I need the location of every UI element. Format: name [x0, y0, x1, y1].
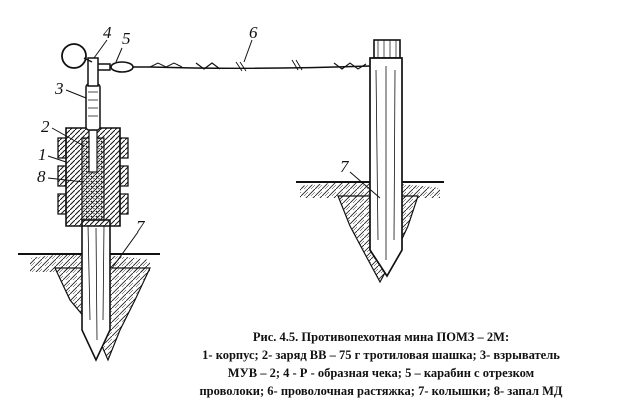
label-stake-left: 7 — [136, 217, 145, 236]
caption-line-4: проволоки; 6- проволочная растяжка; 7- колышки; 8- запал МД — [199, 384, 563, 398]
right-stake — [370, 40, 402, 276]
label-charge: 2 — [41, 117, 50, 136]
mine-body — [58, 128, 128, 226]
label-tripwire: 6 — [249, 23, 258, 42]
label-fuse: 3 — [55, 79, 64, 98]
label-body: 1 — [38, 145, 47, 164]
carabiner — [98, 62, 150, 72]
label-pin: 4 — [103, 23, 112, 42]
fuse-assembly — [86, 58, 100, 130]
label-stake-right: 7 — [340, 157, 349, 176]
caption-line-1: Рис. 4.5. Противопехотная мина ПОМЗ – 2М: — [252, 330, 510, 344]
figure-caption — [142, 328, 620, 400]
label-carabiner: 5 — [122, 29, 131, 48]
caption-line-3: МУВ – 2; 4 - Р - образная чека; 5 – карабин с отрезком — [227, 366, 535, 380]
label-igniter: 8 — [37, 167, 46, 186]
left-stake — [82, 220, 110, 360]
caption-line-2: 1- корпус; 2- заряд ВВ – 75 г тротиловая шашка; 3- взрыватель — [202, 348, 560, 362]
tripwire — [150, 60, 370, 71]
